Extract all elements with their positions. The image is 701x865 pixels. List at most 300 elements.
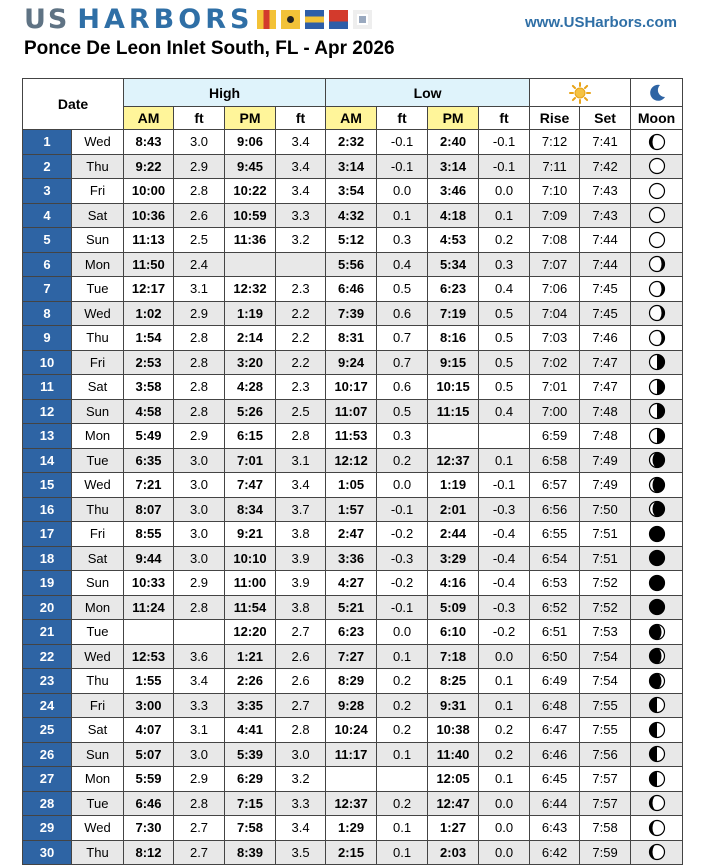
tide-row [23, 546, 683, 571]
high-am-height: 3.1 [174, 718, 225, 743]
sunset-time: 7:46 [580, 326, 631, 351]
signal-flag-icon [281, 10, 300, 29]
day-cell: Thu [72, 326, 124, 351]
low-am-time: 9:28 [326, 693, 377, 718]
tide-row [23, 203, 683, 228]
high-am-time: 1:54 [124, 326, 174, 351]
high-am-height: 2.9 [174, 301, 225, 326]
waxing-crescent-moon-icon [648, 672, 666, 690]
high-am-height: 3.0 [174, 742, 225, 767]
sun-icon [569, 82, 591, 104]
sunrise-time: 6:50 [530, 644, 580, 669]
high-am-ft-header: ft [174, 107, 225, 130]
low-am-time: 12:12 [326, 448, 377, 473]
high-pm-height: 2.8 [276, 718, 326, 743]
high-pm-time: 9:06 [225, 130, 276, 155]
day-cell: Fri [72, 522, 124, 547]
signal-flag-icon [353, 10, 372, 29]
sunrise-time: 6:48 [530, 693, 580, 718]
moon-phase-cell [631, 595, 683, 620]
moon-phase-cell [631, 620, 683, 645]
low-pm-time: 7:18 [428, 644, 479, 669]
moon-phase-cell [631, 791, 683, 816]
day-number-cell: 10 [23, 350, 72, 375]
tide-row [23, 277, 683, 302]
low-am-time: 5:12 [326, 228, 377, 253]
low-pm-time: 4:16 [428, 571, 479, 596]
waxing-crescent-moon-icon [648, 647, 666, 665]
sunrise-time: 7:01 [530, 375, 580, 400]
high-am-height: 3.0 [174, 448, 225, 473]
high-am-time: 8:07 [124, 497, 174, 522]
high-pm-height: 3.4 [276, 154, 326, 179]
low-pm-height: 0.1 [479, 693, 530, 718]
high-am-height: 3.3 [174, 693, 225, 718]
moon-phase-cell [631, 228, 683, 253]
day-number-cell: 16 [23, 497, 72, 522]
low-pm-height: 0.5 [479, 350, 530, 375]
low-pm-height: 0.5 [479, 326, 530, 351]
high-pm-time: 12:32 [225, 277, 276, 302]
low-am-height: 0.4 [377, 252, 428, 277]
low-pm-height: -0.4 [479, 571, 530, 596]
high-am-height: 3.0 [174, 522, 225, 547]
low-pm-height: 0.5 [479, 301, 530, 326]
low-pm-height: 0.1 [479, 203, 530, 228]
moon-phase-cell [631, 301, 683, 326]
day-number-cell: 8 [23, 301, 72, 326]
high-tide-header: High [124, 79, 326, 107]
moon-phase-cell [631, 742, 683, 767]
low-am-height: 0.1 [377, 203, 428, 228]
sunset-time: 7:50 [580, 497, 631, 522]
high-am-time: 12:53 [124, 644, 174, 669]
sunrise-time: 7:06 [530, 277, 580, 302]
tide-row [23, 497, 683, 522]
last-quarter-moon-icon [648, 402, 666, 420]
moon-phase-cell [631, 179, 683, 204]
high-pm-height: 3.4 [276, 473, 326, 498]
moon-phase-cell [631, 203, 683, 228]
low-pm-time [428, 424, 479, 449]
sunset-time: 7:51 [580, 546, 631, 571]
sunrise-time: 6:57 [530, 473, 580, 498]
waning-gibbous-moon-icon [648, 255, 666, 273]
high-pm-time: 5:39 [225, 742, 276, 767]
day-cell: Thu [72, 154, 124, 179]
tide-row [23, 473, 683, 498]
low-pm-time: 7:19 [428, 301, 479, 326]
high-pm-time [225, 252, 276, 277]
high-am-time: 11:24 [124, 595, 174, 620]
sunset-time: 7:43 [580, 179, 631, 204]
tide-row [23, 424, 683, 449]
low-am-height: 0.2 [377, 718, 428, 743]
high-pm-time: 6:15 [225, 424, 276, 449]
moon-phase-cell [631, 546, 683, 571]
moon-phase-cell [631, 130, 683, 155]
low-am-time: 1:05 [326, 473, 377, 498]
day-number-cell: 4 [23, 203, 72, 228]
low-am-height: 0.3 [377, 424, 428, 449]
low-pm-height: 0.4 [479, 399, 530, 424]
high-pm-height: 2.7 [276, 620, 326, 645]
sunrise-time: 6:45 [530, 767, 580, 792]
tide-row [23, 742, 683, 767]
high-am-time: 8:12 [124, 840, 174, 865]
low-am-time: 8:29 [326, 669, 377, 694]
low-pm-time: 2:03 [428, 840, 479, 865]
day-cell: Sat [72, 203, 124, 228]
sunrise-time: 7:08 [530, 228, 580, 253]
high-am-time: 8:55 [124, 522, 174, 547]
day-number-cell: 25 [23, 718, 72, 743]
sunrise-header: Rise [530, 107, 580, 130]
high-am-time: 6:35 [124, 448, 174, 473]
tide-row [23, 816, 683, 841]
high-pm-time: 6:29 [225, 767, 276, 792]
sunrise-time: 6:56 [530, 497, 580, 522]
low-am-time: 2:32 [326, 130, 377, 155]
date-header: Date [23, 79, 124, 130]
high-am-time: 7:30 [124, 816, 174, 841]
tide-row [23, 595, 683, 620]
day-cell: Sun [72, 742, 124, 767]
low-pm-height: -0.1 [479, 473, 530, 498]
high-am-height: 2.7 [174, 816, 225, 841]
high-pm-header: PM [225, 107, 276, 130]
low-am-time: 11:53 [326, 424, 377, 449]
low-am-time: 1:57 [326, 497, 377, 522]
day-number-cell: 21 [23, 620, 72, 645]
day-cell: Tue [72, 620, 124, 645]
day-cell: Sat [72, 546, 124, 571]
tide-row [23, 522, 683, 547]
sunset-time: 7:48 [580, 399, 631, 424]
signal-flags [257, 10, 372, 29]
tide-row [23, 791, 683, 816]
low-pm-height: 0.4 [479, 277, 530, 302]
day-cell: Mon [72, 595, 124, 620]
day-number-cell: 11 [23, 375, 72, 400]
waning-gibbous-moon-icon [648, 280, 666, 298]
high-pm-height: 2.6 [276, 644, 326, 669]
high-pm-ft-header: ft [276, 107, 326, 130]
moon-phase-cell [631, 154, 683, 179]
high-am-time: 9:44 [124, 546, 174, 571]
tide-row [23, 301, 683, 326]
sunset-time: 7:51 [580, 522, 631, 547]
low-pm-time: 6:10 [428, 620, 479, 645]
high-pm-height: 3.3 [276, 203, 326, 228]
high-pm-height: 3.8 [276, 595, 326, 620]
day-number-cell: 9 [23, 326, 72, 351]
low-pm-height: 0.5 [479, 375, 530, 400]
low-pm-height: 0.2 [479, 718, 530, 743]
high-am-height: 3.6 [174, 644, 225, 669]
high-pm-height: 3.2 [276, 767, 326, 792]
high-am-time: 10:00 [124, 179, 174, 204]
low-am-time: 10:17 [326, 375, 377, 400]
low-pm-header: PM [428, 107, 479, 130]
sunset-time: 7:45 [580, 301, 631, 326]
sunset-time: 7:45 [580, 277, 631, 302]
day-number-cell: 28 [23, 791, 72, 816]
low-pm-height: 0.0 [479, 840, 530, 865]
high-pm-time: 7:58 [225, 816, 276, 841]
low-am-height: 0.2 [377, 791, 428, 816]
day-number-cell: 19 [23, 571, 72, 596]
logo-us-text: US [24, 4, 70, 35]
high-am-time: 10:36 [124, 203, 174, 228]
day-number-cell: 17 [23, 522, 72, 547]
sunrise-time: 7:04 [530, 301, 580, 326]
moon-phase-header: Moon [631, 107, 683, 130]
low-pm-time: 3:29 [428, 546, 479, 571]
sunrise-time: 7:10 [530, 179, 580, 204]
low-pm-time: 3:46 [428, 179, 479, 204]
sunset-time: 7:41 [580, 130, 631, 155]
sunset-time: 7:54 [580, 669, 631, 694]
high-am-height: 2.8 [174, 791, 225, 816]
high-am-time: 11:50 [124, 252, 174, 277]
low-pm-height: 0.1 [479, 448, 530, 473]
high-am-height: 3.0 [174, 497, 225, 522]
first-quarter-moon-icon [648, 745, 666, 763]
low-pm-time: 3:14 [428, 154, 479, 179]
low-am-height: 0.6 [377, 375, 428, 400]
high-am-height: 2.9 [174, 767, 225, 792]
first-quarter-moon-icon [648, 770, 666, 788]
low-am-height: 0.7 [377, 350, 428, 375]
low-am-time: 6:23 [326, 620, 377, 645]
low-pm-height: -0.3 [479, 497, 530, 522]
moon-header [631, 79, 683, 107]
low-am-height: 0.1 [377, 816, 428, 841]
moon-phase-cell [631, 669, 683, 694]
waxing-gibbous-moon-icon [648, 794, 666, 812]
high-am-height: 2.7 [174, 840, 225, 865]
day-number-cell: 13 [23, 424, 72, 449]
low-pm-height: 0.0 [479, 644, 530, 669]
low-pm-time: 11:15 [428, 399, 479, 424]
high-pm-time: 8:34 [225, 497, 276, 522]
low-pm-height: -0.1 [479, 130, 530, 155]
low-pm-time: 2:40 [428, 130, 479, 155]
tide-table [22, 78, 683, 865]
day-cell: Thu [72, 669, 124, 694]
high-am-height: 3.0 [174, 130, 225, 155]
day-number-cell: 12 [23, 399, 72, 424]
low-am-time: 9:24 [326, 350, 377, 375]
high-am-time: 6:46 [124, 791, 174, 816]
high-pm-time: 7:47 [225, 473, 276, 498]
sunrise-time: 6:46 [530, 742, 580, 767]
tide-row [23, 179, 683, 204]
high-am-time: 2:53 [124, 350, 174, 375]
low-pm-time: 8:16 [428, 326, 479, 351]
day-cell: Sat [72, 718, 124, 743]
low-pm-time: 4:18 [428, 203, 479, 228]
day-cell: Fri [72, 179, 124, 204]
high-am-time: 5:07 [124, 742, 174, 767]
moon-phase-cell [631, 252, 683, 277]
sunrise-time: 7:09 [530, 203, 580, 228]
moon-phase-cell [631, 473, 683, 498]
day-number-cell: 24 [23, 693, 72, 718]
high-am-time [124, 620, 174, 645]
tide-row [23, 644, 683, 669]
moon-phase-cell [631, 767, 683, 792]
tide-row [23, 399, 683, 424]
low-pm-height: -0.3 [479, 595, 530, 620]
low-pm-time: 6:23 [428, 277, 479, 302]
sunset-time: 7:49 [580, 473, 631, 498]
sunrise-time: 6:59 [530, 424, 580, 449]
low-am-time: 12:37 [326, 791, 377, 816]
sunrise-time: 6:55 [530, 522, 580, 547]
high-pm-time: 2:14 [225, 326, 276, 351]
day-number-cell: 27 [23, 767, 72, 792]
tide-row [23, 228, 683, 253]
high-pm-height: 3.8 [276, 522, 326, 547]
moon-phase-cell [631, 571, 683, 596]
high-pm-height: 2.2 [276, 301, 326, 326]
high-pm-time: 7:15 [225, 791, 276, 816]
low-tide-header: Low [326, 79, 530, 107]
high-am-height: 2.6 [174, 203, 225, 228]
high-am-height: 2.9 [174, 154, 225, 179]
crescent-moon-icon [647, 83, 667, 103]
day-cell: Mon [72, 424, 124, 449]
high-pm-time: 3:35 [225, 693, 276, 718]
full-moon-icon [648, 231, 666, 249]
day-cell: Wed [72, 130, 124, 155]
day-cell: Sat [72, 375, 124, 400]
day-number-cell: 26 [23, 742, 72, 767]
high-pm-time: 11:36 [225, 228, 276, 253]
sunrise-time: 6:58 [530, 448, 580, 473]
low-am-height: 0.0 [377, 473, 428, 498]
first-quarter-moon-icon [648, 696, 666, 714]
waxing-crescent-moon-icon [648, 623, 666, 641]
new-moon-icon [648, 525, 666, 543]
low-am-height: 0.1 [377, 644, 428, 669]
moon-phase-cell [631, 522, 683, 547]
waxing-gibbous-moon-icon [648, 819, 666, 837]
tide-table-body [23, 130, 683, 865]
day-cell: Wed [72, 644, 124, 669]
sunset-time: 7:42 [580, 154, 631, 179]
low-am-height: 0.5 [377, 277, 428, 302]
day-cell: Thu [72, 840, 124, 865]
low-am-time: 10:24 [326, 718, 377, 743]
low-am-time: 7:39 [326, 301, 377, 326]
full-moon-icon [648, 206, 666, 224]
low-pm-height: 0.2 [479, 742, 530, 767]
sunset-time: 7:53 [580, 620, 631, 645]
low-pm-height: 0.3 [479, 252, 530, 277]
tide-row [23, 840, 683, 865]
sunset-time: 7:54 [580, 644, 631, 669]
moon-phase-cell [631, 718, 683, 743]
page-title: Ponce De Leon Inlet South, FL - Apr 2026 [24, 38, 395, 59]
sunrise-time: 6:52 [530, 595, 580, 620]
sun-header [530, 79, 631, 107]
low-pm-height: 0.1 [479, 669, 530, 694]
tide-row [23, 154, 683, 179]
day-cell: Sun [72, 228, 124, 253]
low-am-time: 1:29 [326, 816, 377, 841]
high-pm-height: 3.0 [276, 742, 326, 767]
waning-gibbous-moon-icon [648, 329, 666, 347]
day-number-cell: 29 [23, 816, 72, 841]
low-pm-height: 0.0 [479, 816, 530, 841]
high-pm-height: 2.8 [276, 424, 326, 449]
sunset-time: 7:47 [580, 375, 631, 400]
high-am-height: 2.9 [174, 424, 225, 449]
high-am-height: 2.9 [174, 571, 225, 596]
high-pm-time: 1:21 [225, 644, 276, 669]
moon-phase-cell [631, 350, 683, 375]
moon-phase-cell [631, 448, 683, 473]
full-moon-icon [648, 157, 666, 175]
low-am-height: 0.7 [377, 326, 428, 351]
low-am-header: AM [326, 107, 377, 130]
sunset-time: 7:44 [580, 228, 631, 253]
low-am-height: 0.6 [377, 301, 428, 326]
moon-phase-cell [631, 277, 683, 302]
high-pm-height: 3.9 [276, 546, 326, 571]
low-am-time: 8:31 [326, 326, 377, 351]
high-pm-height: 2.6 [276, 669, 326, 694]
high-am-time: 8:43 [124, 130, 174, 155]
high-am-time: 5:59 [124, 767, 174, 792]
high-am-time: 1:02 [124, 301, 174, 326]
day-number-cell: 1 [23, 130, 72, 155]
low-pm-height: -0.4 [479, 522, 530, 547]
high-am-height [174, 620, 225, 645]
day-number-cell: 23 [23, 669, 72, 694]
signal-flag-icon [329, 10, 348, 29]
low-pm-height: 0.0 [479, 179, 530, 204]
new-moon-icon [648, 549, 666, 567]
low-pm-time: 12:37 [428, 448, 479, 473]
low-pm-time: 11:40 [428, 742, 479, 767]
tide-row [23, 767, 683, 792]
day-cell: Wed [72, 473, 124, 498]
low-pm-time: 4:53 [428, 228, 479, 253]
sunset-time: 7:47 [580, 350, 631, 375]
high-pm-height: 3.1 [276, 448, 326, 473]
high-am-time: 4:58 [124, 399, 174, 424]
low-pm-time: 9:31 [428, 693, 479, 718]
high-pm-height: 2.3 [276, 277, 326, 302]
low-am-height: -0.1 [377, 130, 428, 155]
high-am-time: 10:33 [124, 571, 174, 596]
day-number-cell: 2 [23, 154, 72, 179]
waxing-gibbous-moon-icon [648, 843, 666, 861]
tide-row [23, 718, 683, 743]
high-am-time: 4:07 [124, 718, 174, 743]
day-number-cell: 3 [23, 179, 72, 204]
sunset-time: 7:59 [580, 840, 631, 865]
sunset-time: 7:44 [580, 252, 631, 277]
waning-gibbous-moon-icon [648, 304, 666, 322]
signal-flag-icon [257, 10, 276, 29]
site-url-link[interactable]: www.USHarbors.com [525, 14, 677, 31]
sunset-time: 7:48 [580, 424, 631, 449]
